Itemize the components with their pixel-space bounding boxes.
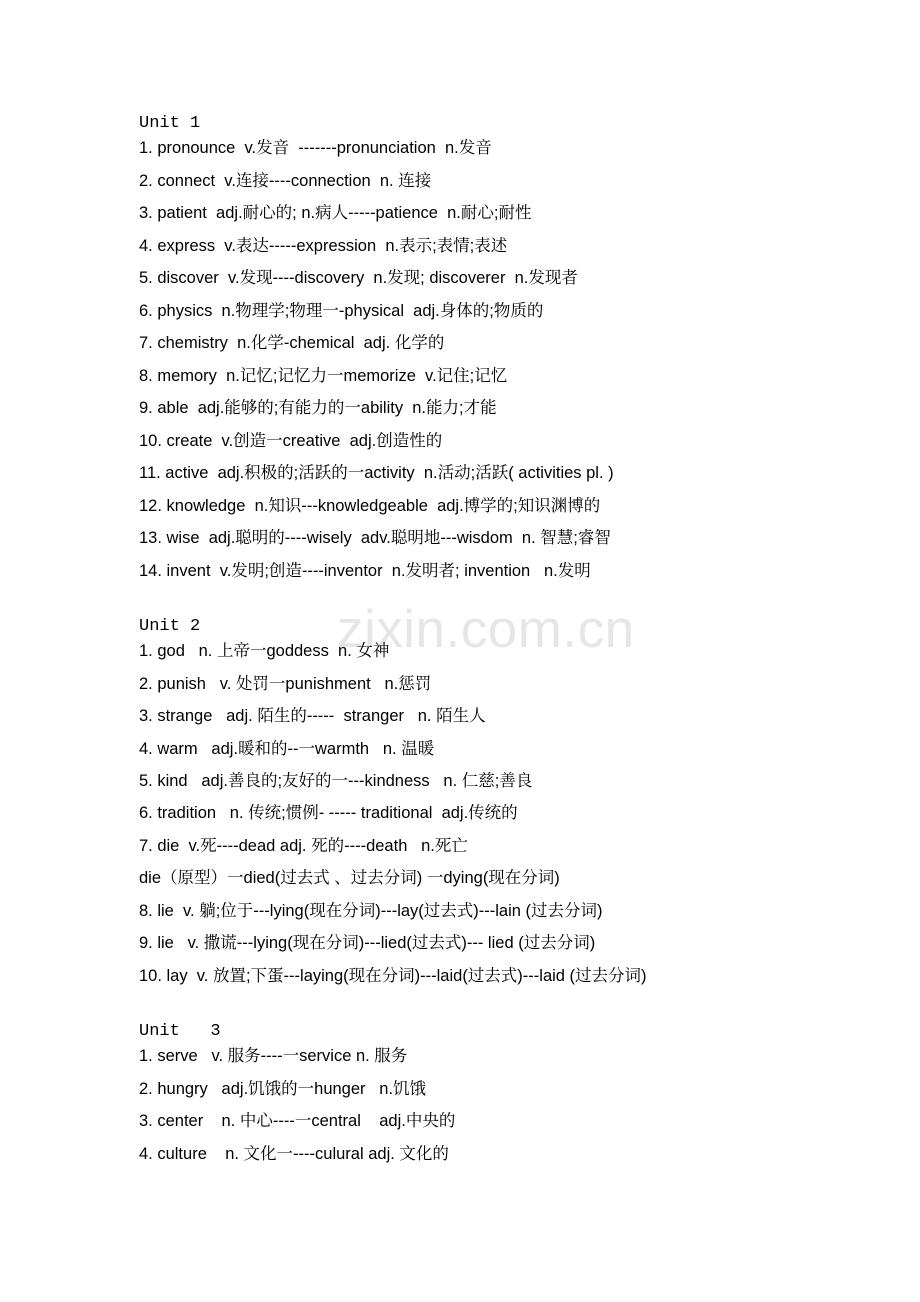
unit-3-item: 4. culture n. 文化一----culural adj. 文化的 xyxy=(139,1145,449,1163)
unit-2-item: 2. punish v. 处罚一punishment n.惩罚 xyxy=(139,675,432,693)
unit-1-item: 8. memory n.记忆;记忆力一memorize v.记住;记忆 xyxy=(139,367,508,385)
unit-3-item: 3. center n. 中心----一central adj.中央的 xyxy=(139,1112,456,1130)
unit-1-item: 14. invent v.发明;创造----inventor n.发明者; invention n.发明 xyxy=(139,562,591,580)
unit-1-item: 3. patient adj.耐心的; n.病人-----patience n.耐心;耐性 xyxy=(139,204,532,222)
unit-2-item: 4. warm adj.暖和的--一warmth n. 温暖 xyxy=(139,740,435,758)
unit-1-item: 5. discover v.发现----discovery n.发现; discoverer n.发现者 xyxy=(139,269,578,287)
unit-2-item: 5. kind adj.善良的;友好的一---kindness n. 仁慈;善良 xyxy=(139,772,533,790)
unit-1-item: 9. able adj.能够的;有能力的一ability n.能力;才能 xyxy=(139,399,497,417)
unit-3-heading: Unit 3 xyxy=(139,1022,221,1041)
unit-2-item: 7. die v.死----dead adj. 死的----death n.死亡 xyxy=(139,837,468,855)
unit-1-item: 4. express v.表达-----expression n.表示;表情;表述 xyxy=(139,237,508,255)
unit-3-item: 1. serve v. 服务----一service n. 服务 xyxy=(139,1047,408,1065)
unit-2-item: 9. lie v. 撒谎---lying(现在分词)---lied(过去式)--- lied (过去分词) xyxy=(139,934,596,952)
unit-1-item: 7. chemistry n.化学-chemical adj. 化学的 xyxy=(139,334,445,352)
unit-1-item: 13. wise adj.聪明的----wisely adv.聪明地---wisdom n. 智慧;睿智 xyxy=(139,529,611,547)
watermark: zixin.com.cn xyxy=(337,600,635,659)
unit-1-heading: Unit 1 xyxy=(139,114,201,133)
unit-1-item: 12. knowledge n.知识---knowledgeable adj.博学的;知识渊博的 xyxy=(139,497,601,515)
unit-2-item: die（原型）一died(过去式 、过去分词) 一dying(现在分词) xyxy=(139,869,560,887)
unit-3-item: 2. hungry adj.饥饿的一hunger n.饥饿 xyxy=(139,1080,427,1098)
unit-2-item: 6. tradition n. 传统;惯例- ----- traditional adj.传统的 xyxy=(139,804,518,822)
unit-2-item: 1. god n. 上帝一goddess n. 女神 xyxy=(139,642,390,660)
unit-1-item: 11. active adj.积极的;活跃的一activity n.活动;活跃( activities pl. ) xyxy=(139,464,614,482)
unit-2-item: 8. lie v. 躺;位于---lying(现在分词)---lay(过去式)---lain (过去分词) xyxy=(139,902,603,920)
unit-2-item: 3. strange adj. 陌生的----- stranger n. 陌生人 xyxy=(139,707,486,725)
unit-2-heading: Unit 2 xyxy=(139,617,201,636)
unit-1-item: 1. pronounce v.发音 -------pronunciation n.发音 xyxy=(139,139,492,157)
unit-2-item: 10. lay v. 放置;下蛋---laying(现在分词)---laid(过去式)---laid (过去分词) xyxy=(139,967,647,985)
unit-1-item: 10. create v.创造一creative adj.创造性的 xyxy=(139,432,443,450)
unit-1-item: 6. physics n.物理学;物理一-physical adj.身体的;物质的 xyxy=(139,302,544,320)
unit-1-item: 2. connect v.连接----connection n. 连接 xyxy=(139,172,432,190)
